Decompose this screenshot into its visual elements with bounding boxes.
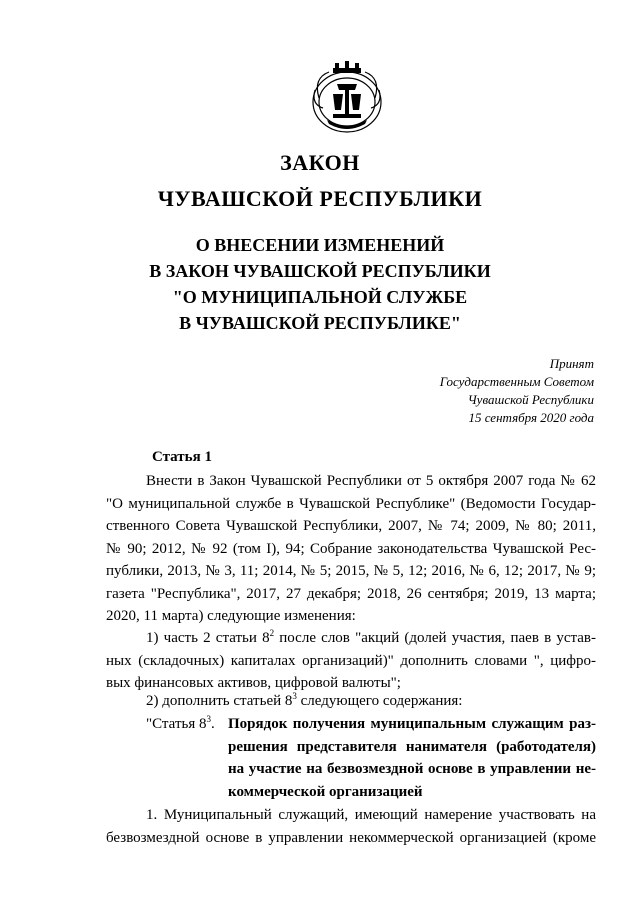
item-1-text-b: после слов "акций (долей участия, паев в устав- <box>274 630 596 646</box>
subtitle-line: О ВНЕСЕНИИ ИЗМЕНЕНИЙ <box>195 235 445 255</box>
law-title: ЗАКОН <box>280 150 360 175</box>
text-line: вых финансовых активов, цифровой валюты"; <box>106 675 401 691</box>
law-title-republic: ЧУВАШСКОЙ РЕСПУБЛИКИ <box>157 186 483 211</box>
adoption-line: Государственным Советом <box>439 374 594 389</box>
text-line <box>106 627 596 650</box>
superscript: 2 <box>269 628 275 638</box>
text-line: публики, 2013, № 3, 11; 2014, № 5; 2015, № 5, 12; 2016, № 6, 12; 2017, № 9; <box>106 563 596 579</box>
coat-of-arms-emblem <box>303 58 391 138</box>
article-heading: Статья 1 <box>152 449 212 465</box>
title-line: на участие на безвозмездной основе в управлении не- <box>228 761 596 777</box>
text-line: "О муниципальной службе в Чувашской Республике" (Ведомости Государ- <box>106 495 596 512</box>
article-intro-paragraph <box>106 470 596 628</box>
law-subtitle <box>0 232 640 336</box>
new-article-label <box>146 713 215 736</box>
text-line: Внести в Закон Чувашской Республики от 5 октября 2007 года № 62 <box>146 473 596 489</box>
new-article-label-text: "Статья 8 <box>146 716 207 732</box>
title-line: Порядок получения муниципальным служащим раз- <box>228 716 596 732</box>
text-line: ных (складочных) капиталах организаций)" дополнить словами ", цифро- <box>106 652 596 669</box>
text-line: безвозмездной основе в управлении некоммерческой организацией (кроме <box>106 829 596 846</box>
superscript: 3 <box>292 691 297 701</box>
item-1-paragraph <box>106 627 596 695</box>
title-line: коммерческой организацией <box>228 783 423 800</box>
subtitle-line: В ЧУВАШСКОЙ РЕСПУБЛИКЕ" <box>179 313 461 333</box>
subtitle-line: "О МУНИЦИПАЛЬНОЙ СЛУЖБЕ <box>172 287 468 307</box>
superscript: 3 <box>206 714 211 724</box>
subtitle-line: В ЗАКОН ЧУВАШСКОЙ РЕСПУБЛИКИ <box>149 261 491 281</box>
text-line <box>146 690 596 713</box>
text-line: ственного Совета Чувашской Республики, 2007, № 74; 2009, № 80; 2011, <box>106 518 596 534</box>
item-1-text-a: 1) часть 2 статьи 8 <box>146 630 270 646</box>
text-line: 1. Муниципальный служащий, имеющий намерение участвовать на <box>146 807 596 823</box>
point-1-paragraph <box>106 804 596 849</box>
adoption-line: Чувашской Республики <box>467 392 594 407</box>
item-2-paragraph <box>146 690 596 713</box>
text-line: 2020, 11 марта) следующие изменения: <box>106 608 356 624</box>
title-line: решения представителя нанимателя (работодателя) <box>228 738 596 755</box>
item-2-text-b: следующего содержания: <box>296 693 463 709</box>
adoption-date: 15 сентября 2020 года <box>468 410 594 425</box>
text-line: № 90; 2012, № 92 (том I), 94; Собрание законодательства Чувашской Рес- <box>106 540 596 557</box>
adoption-line: Принят <box>549 356 594 371</box>
adoption-note <box>440 355 594 427</box>
text-line: газета "Республика", 2017, 27 декабря; 2018, 26 сентября; 2019, 13 марта; <box>106 585 596 602</box>
new-article-title <box>228 713 596 803</box>
new-article-label-dot: . <box>210 716 215 732</box>
item-2-text-a: 2) дополнить статьей 8 <box>146 693 293 709</box>
